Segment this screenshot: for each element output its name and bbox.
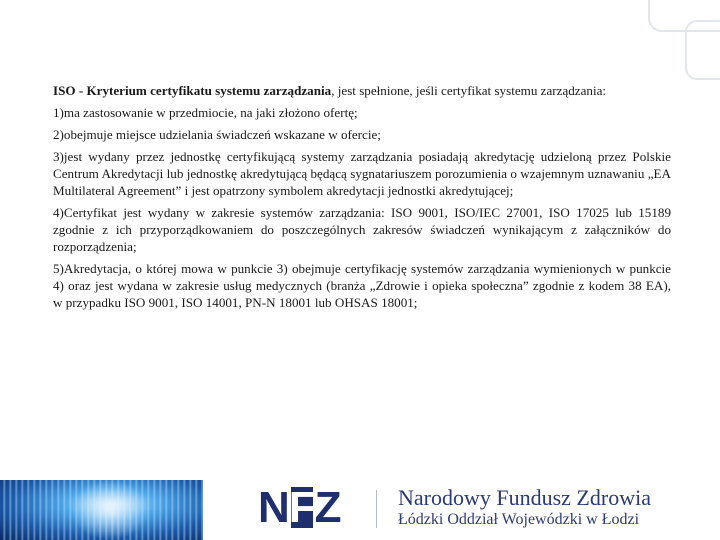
list-item-4: 4)Certyfikat jest wydany w zakresie systemów zarządzania: ISO 9001, ISO/IEC 27001, ISO 17025 lub 15189 zgodnie z ich przyporządkowaniem do poszczególnych zakresów świadczeń wynikającym z załączników do rozporządzenia;: [53, 205, 671, 254]
decorative-frame-corner: [685, 20, 720, 80]
intro-heading: ISO - Kryterium certyfikatu systemu zarządzania: [53, 83, 332, 98]
intro-paragraph: [53, 82, 671, 99]
org-name: Narodowy Fundusz Zdrowia: [398, 485, 651, 510]
logo-letter-f: F: [288, 483, 315, 532]
list-item-3: 3)jest wydany przez jednostkę certyfikującą systemy zarządzania posiadają akredytację udzieloną przez Polskie Centrum Akredytacji lub jednostkę akredytującą będącą sygnatariuszem porozumienia o wzajemnym uznawaniu „EA Multilateral Agreement” i jest opatrzony symbolem akredytacji jednostki akredytującej;: [53, 149, 671, 198]
list-item-5-tail: w przypadku ISO 9001, ISO 14001, PN-N 18001 lub OHSAS 18001;: [53, 295, 418, 310]
branch-name: Łódzki Oddział Wojewódzki w Łodzi: [398, 511, 640, 528]
document-body: [53, 82, 671, 316]
strip-glow: [70, 480, 150, 540]
intro-text: , jest spełnione, jeśli certyfikat systemu zarządzania:: [331, 83, 607, 98]
decorative-light-strip: [0, 480, 203, 540]
logo-letter-z: Z: [314, 483, 341, 532]
logo-letter-n: N: [258, 483, 289, 532]
list-item-2: 2)obejmuje miejsce udzielania świadczeń wskazane w ofercie;: [53, 127, 381, 142]
logo-divider: [376, 490, 377, 528]
nfz-logo: [258, 483, 341, 532]
list-item-1: 1)ma zastosowanie w przedmiocie, na jaki złożono ofertę;: [53, 105, 358, 120]
list-item-5: 5)Akredytacja, o której mowa w punkcie 3) obejmuje certyfikację systemów zarządzania wymienionych w punkcie 4) oraz jest wydana w zakresie usług medycznych (branża „Zdrowie i opieka społeczna” zgodnie z kodem 38 EA),: [53, 261, 671, 293]
